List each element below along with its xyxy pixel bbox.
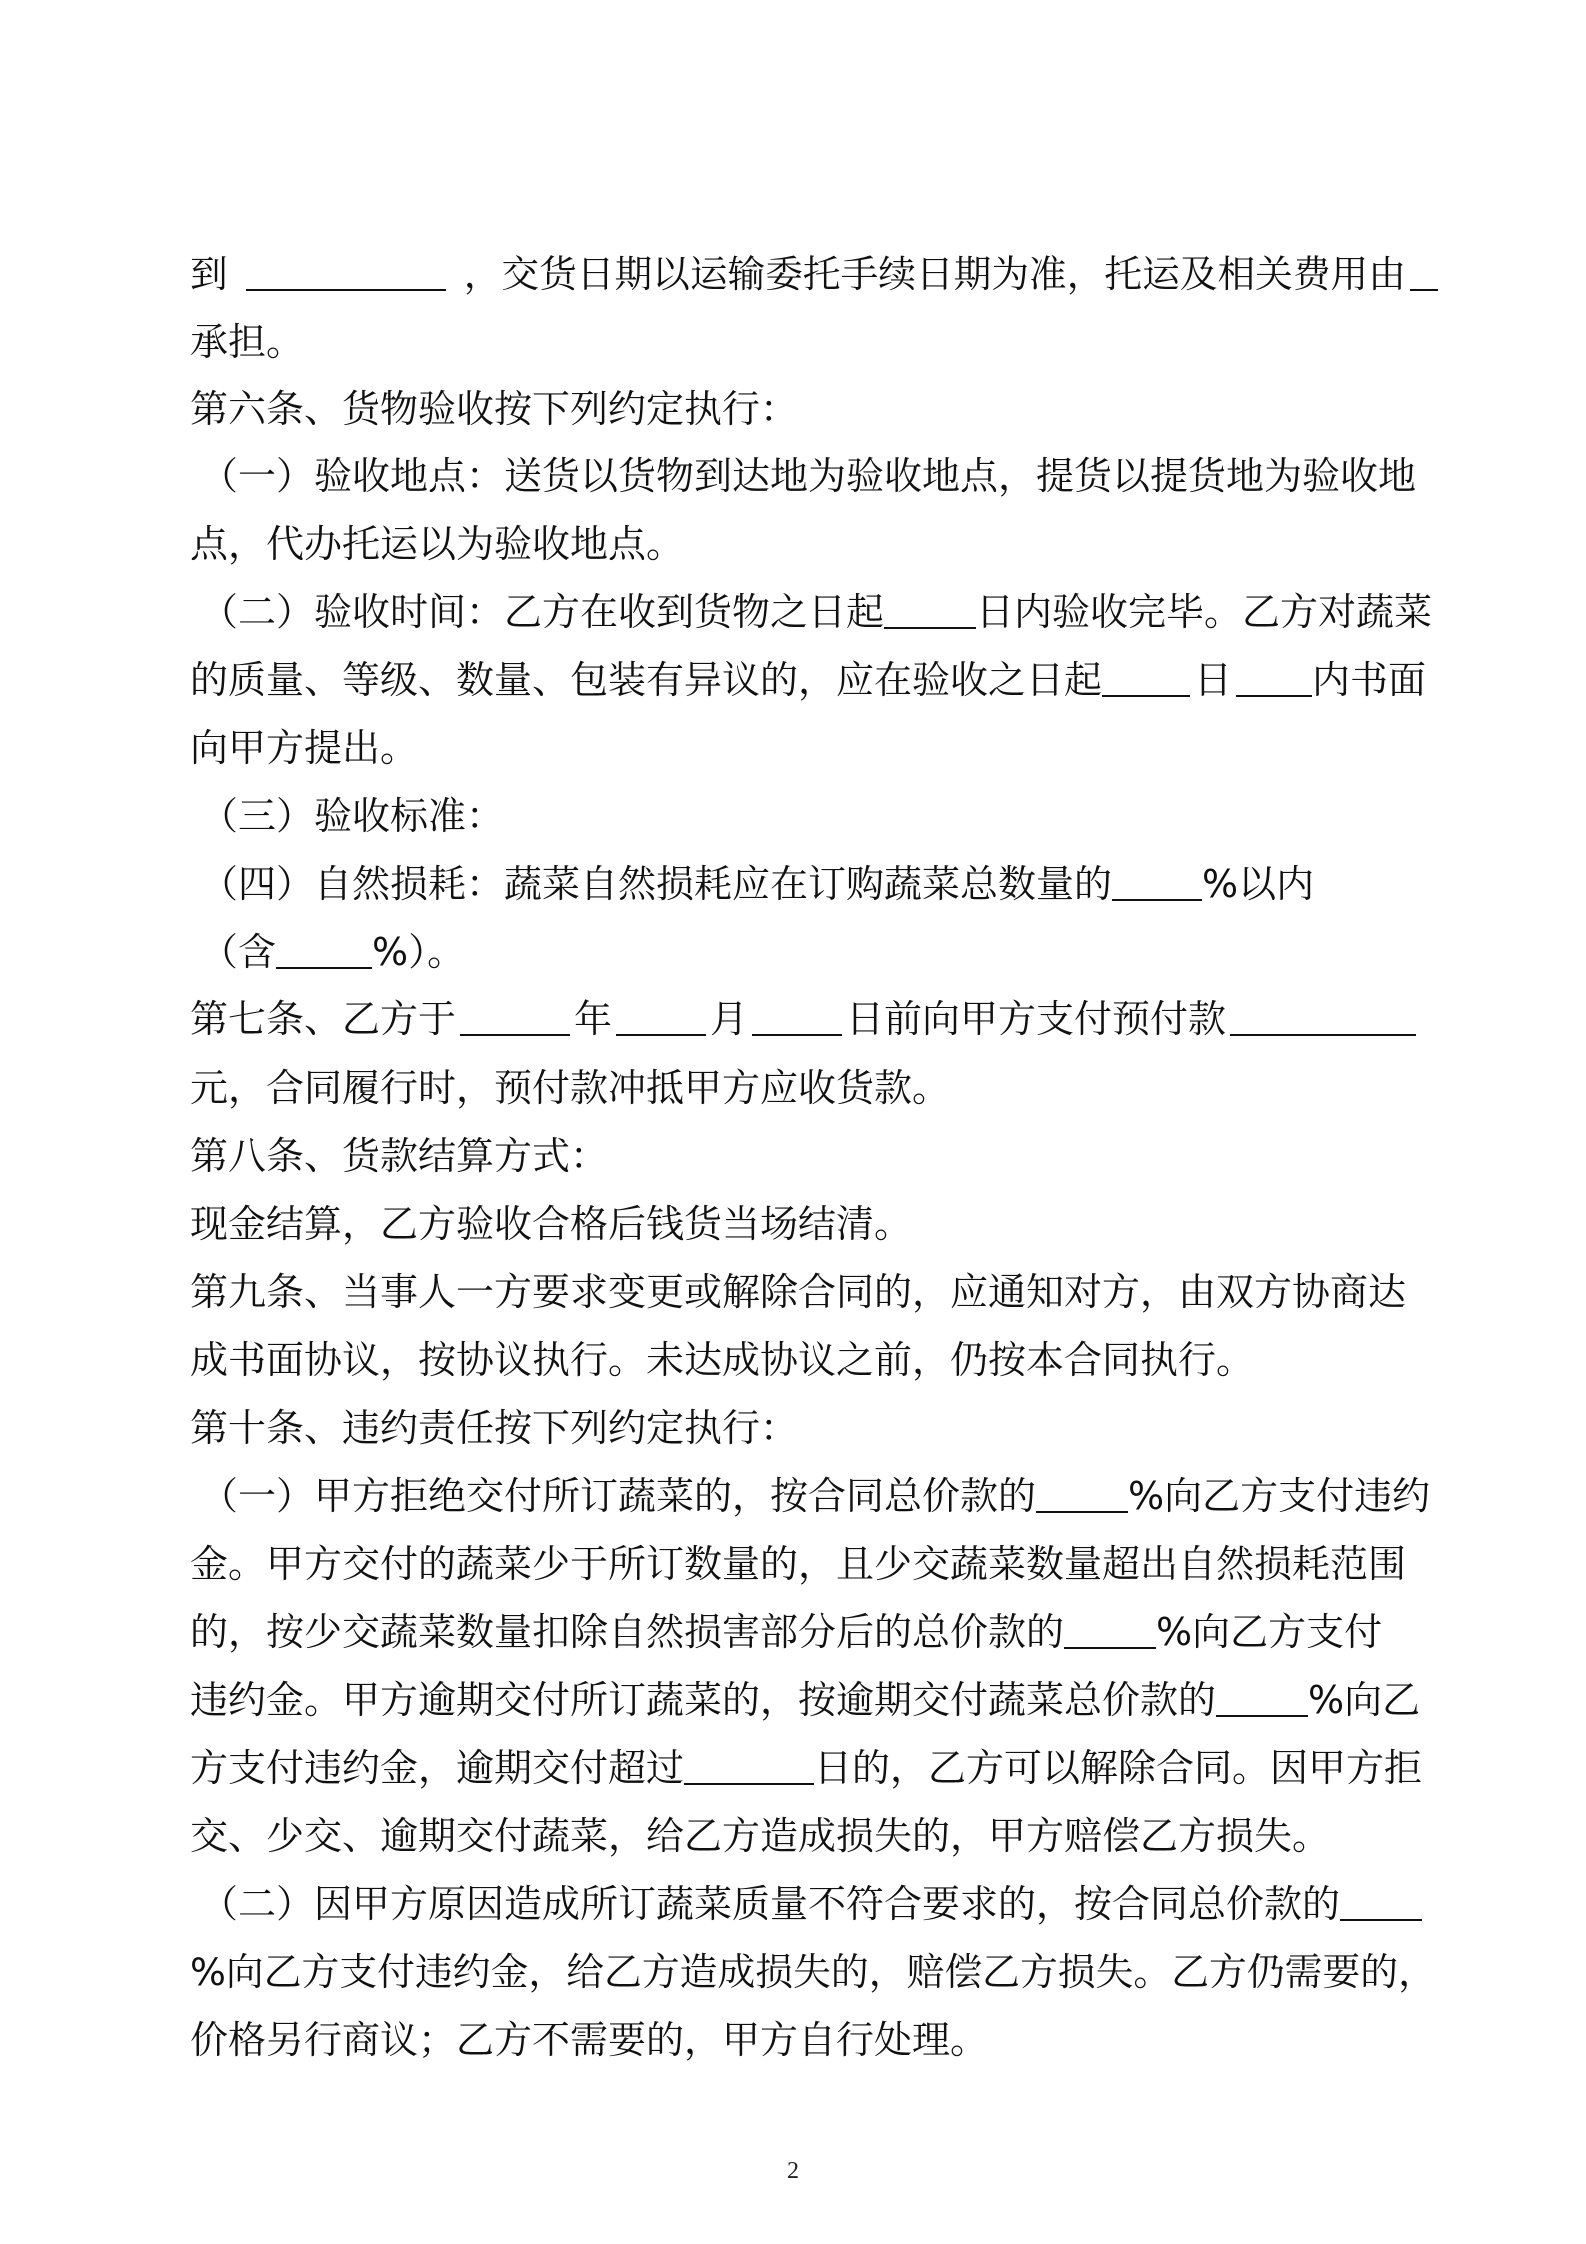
fill-in-blank (752, 996, 842, 1036)
text-line (190, 318, 304, 366)
text-segment: （二）验收时间：乙方在收到货物之日起 (200, 590, 885, 634)
fill-in-blank (1236, 657, 1312, 697)
text-segment: %向乙方支付违约金，给乙方造成损失的，赔偿乙方损失。乙方仍需要的， (190, 1950, 1436, 1994)
text-line (190, 1812, 1330, 1860)
text-segment: 第七条、乙方于 (190, 997, 457, 1041)
fill-in-blank (616, 996, 706, 1036)
text-line (190, 1608, 1382, 1656)
text-segment: 第十条、违约责任按下列约定执行： (190, 1406, 799, 1450)
text-segment: 第六条、货物验收按下列约定执行： (190, 387, 799, 431)
text-line (190, 1948, 1436, 1996)
text-segment: %向乙方支付违约 (1128, 1474, 1431, 1518)
fill-in-blank (1230, 996, 1416, 1036)
text-segment: 点，代办托运以为验收地点。 (190, 522, 685, 566)
text-line (190, 2016, 988, 2064)
clause-heading (190, 1404, 798, 1452)
text-segment: 现金结算，乙方验收合格后钱货当场结清。 (190, 1202, 913, 1246)
fill-in-blank (1064, 1609, 1156, 1649)
text-segment: 年 (574, 997, 613, 1041)
clause-heading (190, 1132, 608, 1180)
text-segment: ，交货日期以运输委托手续日期为准，托运及相关费用由 (463, 252, 1406, 296)
text-segment: 内书面 (1312, 658, 1427, 702)
text-line (190, 520, 684, 568)
fill-in-blank (684, 1745, 814, 1785)
text-segment: 的质量、等级、数量、包装有异议的，应在验收之日起 (190, 658, 1103, 702)
text-line (190, 1064, 950, 1112)
fill-in-blank (1112, 861, 1202, 901)
text-segment: %）。 (372, 930, 466, 974)
text-line (200, 452, 1416, 500)
fill-in-blank (1102, 657, 1190, 697)
fill-in-blank (884, 589, 976, 629)
text-segment: %向乙方支付 (1156, 1610, 1383, 1654)
text-segment: 的，按少交蔬菜数量扣除自然损害部分后的总价款的 (190, 1610, 1065, 1654)
text-segment: 日 (1194, 658, 1233, 702)
fill-in-blank (1036, 1473, 1128, 1513)
text-segment: （三）验收标准： (200, 794, 505, 838)
text-line (190, 1540, 1406, 1588)
text-segment: 第八条、货款结算方式： (190, 1134, 609, 1178)
fill-in-blank (1410, 251, 1438, 291)
text-segment: 价格另行商议；乙方不需要的，甲方自行处理。 (190, 2018, 989, 2062)
fill-in-blank (460, 996, 570, 1036)
text-segment: （四）自然损耗：蔬菜自然损耗应在订购蔬菜总数量的 (200, 862, 1113, 906)
text-segment: 日前向甲方支付预付款 (846, 997, 1227, 1041)
text-segment: 月 (710, 997, 749, 1041)
text-line (200, 588, 1432, 636)
text-line (190, 1744, 1422, 1792)
text-segment: 成书面协议，按协议执行。未达成协议之前，仍按本合同执行。 (190, 1338, 1255, 1382)
text-line (200, 1880, 1422, 1928)
fill-in-blank (1340, 1881, 1422, 1921)
text-segment: %向乙 (1308, 1678, 1421, 1722)
text-line (190, 656, 1426, 704)
text-line (190, 1336, 1254, 1384)
text-segment: （一）甲方拒绝交付所订蔬菜的，按合同总价款的 (200, 1474, 1037, 1518)
text-segment: （一）验收地点：送货以货物到达地为验收地点，提货以提货地为验收地 (200, 454, 1417, 498)
text-segment: 违约金。甲方逾期交付所订蔬菜的，按逾期交付蔬菜总价款的 (190, 1678, 1217, 1722)
text-segment: %以内 (1202, 862, 1315, 906)
text-segment: 向甲方提出。 (190, 726, 419, 770)
text-segment: 元，合同履行时，预付款冲抵甲方应收货款。 (190, 1066, 951, 1110)
text-segment: 方支付违约金，逾期交付超过 (190, 1746, 685, 1790)
text-line (190, 724, 418, 772)
text-line (190, 250, 1438, 298)
text-segment: （二）因甲方原因造成所订蔬菜质量不符合要求的，按合同总价款的 (200, 1882, 1341, 1926)
text-line (200, 792, 504, 840)
text-line (200, 928, 465, 976)
fill-in-blank (246, 251, 446, 291)
text-segment: 到 (190, 252, 228, 296)
text-line (200, 1472, 1430, 1520)
page-number: 2 (787, 2158, 799, 2184)
text-line (200, 860, 1314, 908)
text-segment: 承担。 (190, 320, 305, 364)
text-segment: 日的，乙方可以解除合同。因甲方拒 (814, 1746, 1423, 1790)
text-segment: 交、少交、逾期交付蔬菜，给乙方造成损失的，甲方赔偿乙方损失。 (190, 1814, 1331, 1858)
text-segment: 金。甲方交付的蔬菜少于所订数量的，且少交蔬菜数量超出自然损耗范围 (190, 1542, 1407, 1586)
text-segment: 日内验收完毕。乙方对蔬菜 (976, 590, 1433, 634)
fill-in-blank (1216, 1677, 1308, 1717)
text-line (190, 1200, 912, 1248)
text-segment: （含 (200, 930, 277, 974)
fill-in-blank (276, 929, 372, 969)
clause-heading (190, 995, 1416, 1043)
clause-heading (190, 1268, 1406, 1316)
text-segment: 第九条、当事人一方要求变更或解除合同的，应通知对方，由双方协商达 (190, 1270, 1407, 1314)
clause-heading (190, 385, 798, 433)
text-line (190, 1676, 1420, 1724)
